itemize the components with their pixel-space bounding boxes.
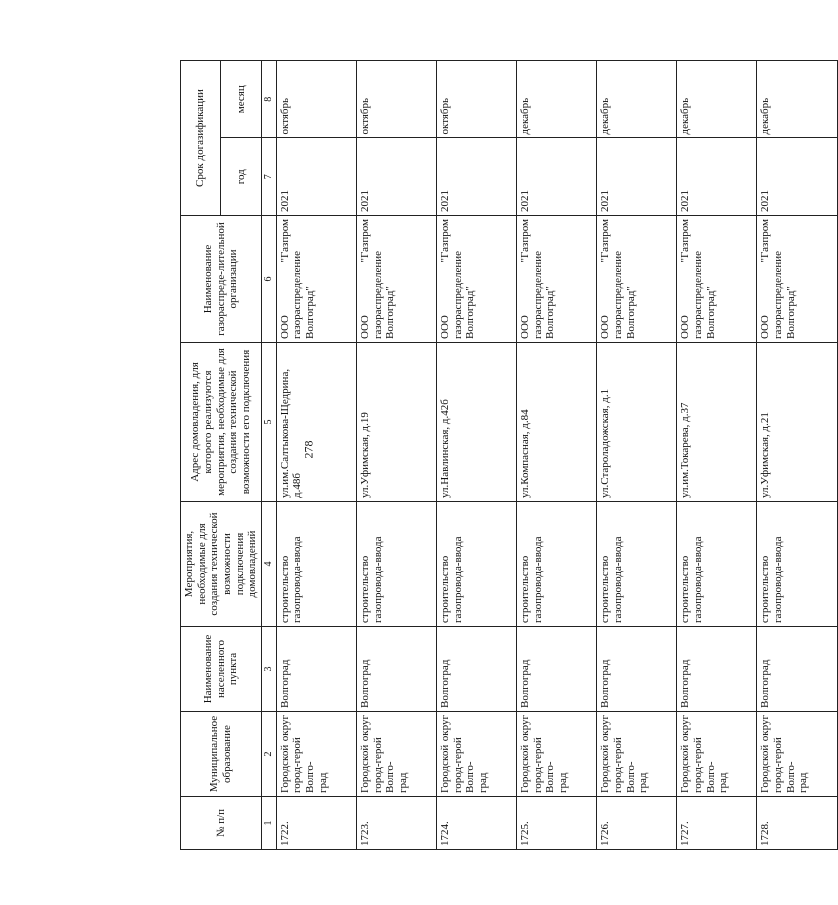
cell-settlement: Волгоград <box>276 627 356 712</box>
cell-organization: ООО "Газпром газораспределение Волгоград" <box>517 216 597 343</box>
cell-month: декабрь <box>757 61 837 139</box>
municipality-line: город-герой Волго- <box>691 737 717 793</box>
cell-year: 2021 <box>276 138 356 216</box>
cell-no: 1727. <box>677 797 757 850</box>
cell-municipality <box>437 712 517 797</box>
municipality-line: град <box>637 772 650 793</box>
header-settlement: Наименование населенного пункта <box>181 627 262 712</box>
column-number-row <box>261 61 276 850</box>
cell-settlement: Волгоград <box>597 627 677 712</box>
header-row <box>181 61 221 850</box>
municipality-line: округ <box>358 715 371 742</box>
cell-year: 2021 <box>356 138 436 216</box>
cell-no: 1728. <box>757 797 837 850</box>
header-month: месяц <box>221 61 261 139</box>
cell-activity: строительство газопровода-ввода <box>437 502 517 627</box>
cell-no: 1723. <box>356 797 436 850</box>
cell-municipality <box>517 712 597 797</box>
municipality-line: округ <box>519 715 532 742</box>
municipality-line: Городской <box>599 744 612 793</box>
cell-month: декабрь <box>597 61 677 139</box>
col-number: 5 <box>261 343 276 502</box>
page-number: 278 <box>301 440 316 459</box>
col-number: 2 <box>261 712 276 797</box>
cell-month: октябрь <box>437 61 517 139</box>
cell-year: 2021 <box>437 138 517 216</box>
municipality-line: Городской <box>358 744 371 793</box>
cell-year: 2021 <box>757 138 837 216</box>
header-year: год <box>221 138 261 216</box>
municipality-line: град <box>557 772 570 793</box>
col-number: 1 <box>261 797 276 850</box>
cell-month: декабрь <box>517 61 597 139</box>
col-number: 4 <box>261 502 276 627</box>
cell-year: 2021 <box>677 138 757 216</box>
municipality-line: округ <box>439 715 452 742</box>
cell-month: октябрь <box>356 61 436 139</box>
municipality-line: город-герой Волго- <box>451 737 477 793</box>
cell-organization: ООО "Газпром газораспределение Волгоград" <box>437 216 517 343</box>
municipality-line: град <box>797 772 810 793</box>
col-number: 6 <box>261 216 276 343</box>
cell-settlement: Волгоград <box>757 627 837 712</box>
table-row <box>356 61 436 850</box>
cell-settlement: Волгоград <box>356 627 436 712</box>
municipality-line: округ <box>278 715 291 742</box>
cell-no: 1722. <box>276 797 356 850</box>
table-row <box>757 61 837 850</box>
cell-municipality <box>356 712 436 797</box>
cell-year: 2021 <box>517 138 597 216</box>
cell-municipality <box>757 712 837 797</box>
cell-address: ул.им.Салтыкова-Щедрина, д.48б <box>276 343 356 502</box>
municipality-line: город-герой Волго- <box>611 737 637 793</box>
municipality-line: Городской <box>439 744 452 793</box>
cell-settlement: Волгоград <box>677 627 757 712</box>
col-number: 8 <box>261 61 276 139</box>
cell-organization: ООО "Газпром газораспределение Волгоград" <box>276 216 356 343</box>
cell-activity: строительство газопровода-ввода <box>677 502 757 627</box>
col-number: 7 <box>261 138 276 216</box>
cell-no: 1724. <box>437 797 517 850</box>
cell-activity: строительство газопровода-ввода <box>757 502 837 627</box>
header-organization: Наименование газораспреде-лительной организации <box>181 216 262 343</box>
municipality-line: град <box>396 772 409 793</box>
municipality-line: округ <box>759 715 772 742</box>
municipality-line: Городской <box>278 744 291 793</box>
municipality-line: град <box>476 772 489 793</box>
table-body <box>276 61 837 850</box>
header-no: № п/п <box>181 797 262 850</box>
header-term: Срок догазификации <box>181 61 221 216</box>
cell-activity: строительство газопровода-ввода <box>356 502 436 627</box>
cell-year: 2021 <box>597 138 677 216</box>
municipality-line: град <box>717 772 730 793</box>
cell-no: 1726. <box>597 797 677 850</box>
municipality-line: Городской <box>519 744 532 793</box>
table-row <box>677 61 757 850</box>
header-activities: Мероприятия, необходимые для создания технической возможности подключения домовладений <box>181 502 262 627</box>
municipality-line: город-герой Волго- <box>531 737 557 793</box>
cell-municipality <box>677 712 757 797</box>
rotated-table-container <box>180 60 810 850</box>
header-address: Адрес домовладения, для которого реализуются мероприятия, необходимые для создания технической возможности его подключения <box>181 343 262 502</box>
table-row <box>597 61 677 850</box>
col-number: 3 <box>261 627 276 712</box>
municipality-line: город-герой Волго- <box>772 737 797 793</box>
cell-month: декабрь <box>677 61 757 139</box>
cell-address: ул.Компасная, д.84 <box>517 343 597 502</box>
cell-activity: строительство газопровода-ввода <box>517 502 597 627</box>
cell-organization: ООО "Газпром газораспределение Волгоград" <box>677 216 757 343</box>
cell-organization: ООО "Газпром газораспределение Волгоград" <box>356 216 436 343</box>
cell-settlement: Волгоград <box>517 627 597 712</box>
municipality-line: округ <box>679 715 692 742</box>
municipality-line: Городской <box>759 744 772 793</box>
table-row <box>437 61 517 850</box>
cell-activity: строительство газопровода-ввода <box>276 502 356 627</box>
municipality-line: град <box>316 772 329 793</box>
cell-no: 1725. <box>517 797 597 850</box>
cell-organization: ООО "Газпром газораспределение Волгоград" <box>757 216 837 343</box>
cell-address: ул.Навлинская, д.42б <box>437 343 517 502</box>
header-municipality: Муниципальное образование <box>181 712 262 797</box>
gasification-table <box>180 60 838 850</box>
cell-municipality <box>597 712 677 797</box>
cell-organization: ООО "Газпром газораспределение Волгоград" <box>597 216 677 343</box>
municipality-line: город-герой Волго- <box>291 737 317 793</box>
municipality-line: округ <box>599 715 612 742</box>
cell-municipality <box>276 712 356 797</box>
cell-activity: строительство газопровода-ввода <box>597 502 677 627</box>
cell-address: ул.Староладожская, д.1 <box>597 343 677 502</box>
municipality-line: Городской <box>679 744 692 793</box>
cell-month: октябрь <box>276 61 356 139</box>
cell-address: ул.им.Токарева, д.37 <box>677 343 757 502</box>
table-row <box>517 61 597 850</box>
cell-settlement: Волгоград <box>437 627 517 712</box>
cell-address: ул.Уфимская, д.21 <box>757 343 837 502</box>
cell-address: ул.Уфимская, д.19 <box>356 343 436 502</box>
municipality-line: город-герой Волго- <box>371 737 397 793</box>
table-row <box>276 61 356 850</box>
